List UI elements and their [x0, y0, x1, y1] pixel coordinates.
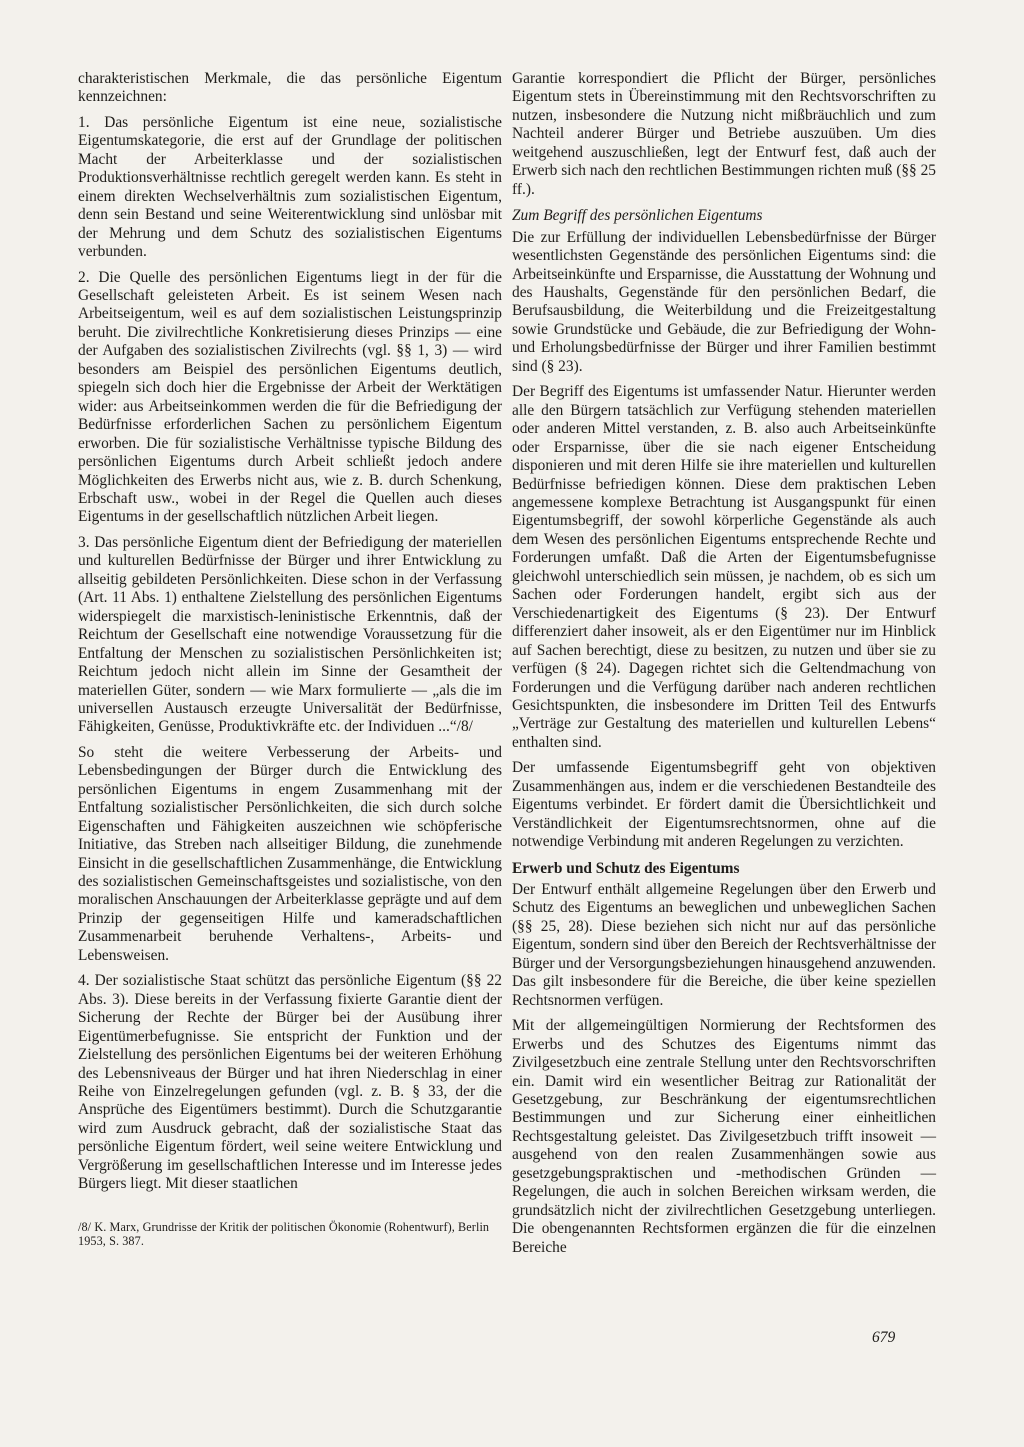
paragraph-entwurf: Der Entwurf enthält allgemeine Regelungen über den Erwerb und Schutz des Eigentums an beweglichen und unbeweglichen Sachen (§§ 25, 28). Diese beziehen sich nicht nur auf das persönliche Eigentum, sondern sind über den Bereich der Rechtsverhältnisse der Bürger und der Versorgungsbeziehungen hinausgehend anzuwenden. Das gilt insbesondere für die Bereiche, die über keine speziellen Rechtsnormen verfügen.	[512, 881, 936, 1009]
paragraph-point-1: 1. Das persönliche Eigentum ist eine neue, sozialistische Eigentumskategorie, die erst auf der Grundlage der politischen Macht der Arbeiterklasse und der sozialistischen Produktionsverhältnisse rechtlich geregelt werden kann. Es steht in einem direkten Wechselverhältnis zum sozialistischen Eigentum, denn sein Bestand und seine Weiterentwicklung sind unlösbar mit der Mehrung und dem Schutz des sozialistischen Eigentums verbunden.	[78, 113, 502, 261]
paragraph-umfassend: Der umfassende Eigentumsbegriff geht von objektiven Zusammenhängen aus, indem er die verschiedenen Bestandteile des Eigentums verbindet. Er fördert damit die Übersichtlichkeit und Verständlichkeit der Eigentumsrechtsnormen, ohne auf die notwendige Verbindung mit anderen Regelungen zu verzichten.	[512, 759, 936, 851]
paragraph-so-steht: So steht die weitere Verbesserung der Arbeits- und Lebensbedingungen der Bürger durch die Entwicklung des persönlichen Eigentums in engem Zusammenhang mit der Entfaltung sozialistischer Persönlichkeiten, die sich durch solche Eigenschaften und Fähigkeiten auszeichnen wie schöpferische Initiative, das Streben nach allseitiger Bildung, die zunehmende Einsicht in die gesellschaftlichen Zusammenhänge, die Entwicklung des sozialistischen Gemeinschaftsgeistes und sozialistische, von den moralischen Anschauungen der Arbeiterklasse geprägte und auf dem Prinzip der gegenseitigen Hilfe und kameradschaftlichen Zusammenarbeit beruhende Verhaltens-, Arbeits- und Lebensweisen.	[78, 743, 502, 964]
paragraph-begriff: Der Begriff des Eigentums ist umfassender Natur. Hierunter werden alle den Bürgern tatsächlich zur Verfügung stehenden materiellen oder anderen Mittel verstanden, z. B. also auch Arbeitseinkünfte oder Ersparnisse, über die sie nach eigener Entscheidung disponieren und mit deren Hilfe sie ihre materiellen und kulturellen Bedürfnisse befriedigen können. Diese dem praktischen Leben angemessene komplexe Betrachtung ist Ausgangspunkt für einen Eigentumsbegriff, der sowohl körperliche Gegenstände als auch dem Wesen des persönlichen Eigentums entsprechende Rechte und Forderungen umfaßt. Daß die Arten der Eigentumsbefugnisse gleichwohl unterschiedlich sein müssen, je nachdem, ob es sich um Sachen oder Forderungen handelt, ergibt sich aus der Verschiedenartigkeit des Eigentums (§ 23). Der Entwurf differenziert daher insoweit, als er den Eigentümer nur im Hinblick auf Sachen berechtigt, diese zu besitzen, zu nutzen und über sie zu verfügen (§ 24). Dagegen richtet sich die Geltendmachung von Forderungen und die Verfügung darüber nach anderen rechtlichen Gesichtspunkten, die insbesondere im Dritten Teil des Entwurfs „Verträge zur Gestaltung des materiellen und kulturellen Lebens“ enthalten sind.	[512, 383, 936, 751]
section-heading-erwerb: Erwerb und Schutz des Eigentums	[512, 859, 740, 877]
paragraph-garantie: Garantie korrespondiert die Pflicht der Bürger, persönliches Eigentum stets in Übereinstimmung mit den Rechtsvorschriften zu nutzen, insbesondere die Nutzung nicht mißbräuchlich und zum Nachteil anderer Bürger und Betriebe auszuüben. Um dies weitgehend auszuschließen, legt der Entwurf fest, daß auch der Erwerb sich nach den rechtlichen Bestimmungen richten muß (§§ 25 ff.).	[512, 70, 936, 198]
paragraph-normierung: Mit der allgemeingültigen Normierung der Rechtsformen des Erwerbs und des Schutzes des Eigentums nimmt das Zivilgesetzbuch eine zentrale Stellung unter den Rechtsvorschriften ein. Damit wird ein wesentlicher Beitrag zur Rationalität der Gesetzgebung, zur Beschränkung der eigentumsrechtlichen Bestimmungen und zur Sicherung einer einheitlichen Rechtsgestaltung geleistet. Das Zivilgesetzbuch trifft insoweit — ausgehend von den realen Zusammenhängen sowie aus gesetzgebungspraktischen und -methodischen Gründen — Regelungen, die auch in solchen Bereichen wirksam werden, die grundsätzlich nicht der zivilrechtlichen Gesetzgebung unterliegen. Die obengenannten Rechtsformen ergänzen die für die einzelnen Bereiche	[512, 1017, 936, 1256]
paragraph-point-2: 2. Die Quelle des persönlichen Eigentums liegt in der für die Gesellschaft geleisteten Arbeit. Es ist seinem Wesen nach Arbeitseigentum, weil es auf dem sozialistischen Leistungsprinzip beruht. Die zivilrechtliche Konkretisierung dieses Prinzips — eine der Aufgaben des sozialistischen Zivilrechts (vgl. §§ 1, 3) — wird besonders am Beispiel des persönlichen Eigentums deutlich, spiegeln sich doch hier die Ergebnisse der Arbeit der Werktätigen wider: aus Arbeitseinkommen werden die für die Befriedigung der Bedürfnisse erforderlichen Sachen zu persönlichem Eigentum erworben. Die für sozialistische Verhältnisse typische Bildung des persönlichen Eigentums durch Arbeit schließt jedoch andere Möglichkeiten des Erwerbs nicht aus, wie z. B. durch Schenkung, Erbschaft usw., wobei in der Regel die Quellen auch dieses Eigentums in der gesellschaftlich nützlichen Arbeit liegen.	[78, 268, 502, 526]
footnote: /8/ K. Marx, Grundrisse der Kritik der politischen Ökonomie (Rohentwurf), Berlin 1953, S. 387.	[78, 1219, 490, 1249]
right-column	[512, 70, 936, 1264]
page-number: 679	[872, 1329, 896, 1346]
left-column	[78, 70, 502, 1249]
paragraph-gegenstaende: Die zur Erfüllung der individuellen Lebensbedürfnisse der Bürger wesentlichsten Gegenstände des persönlichen Eigentums sind: die Arbeitseinkünfte und Ersparnisse, die Ausstattung der Wohnung und des Haushalts, Gegenstände für den persönlichen Bedarf, die Berufsausbildung, die Weiterbildung und die Freizeitgestaltung sowie Grundstücke und Gebäude, die zur Befriedigung der Wohn- und Erholungsbedürfnisse der Bürger und ihrer Familien bestimmt sind (§ 23).	[512, 228, 936, 375]
section-heading-begriff: Zum Begriff des persönlichen Eigentums	[512, 207, 763, 225]
paragraph-lead: charakteristischen Merkmale, die das persönliche Eigentum kennzeichnen:	[78, 70, 502, 106]
paragraph-point-3: 3. Das persönliche Eigentum dient der Befriedigung der materiellen und kulturellen Bedürfnisse der Bürger und ihrer Entwicklung zu allseitig gebildeten Persönlichkeiten. Diese schon in der Verfassung (Art. 11 Abs. 1) enthaltene Zielstellung des persönlichen Eigentums widerspiegelt die marxistisch-leninistische Erkenntnis, daß der Reichtum der Gesellschaft eine notwendige Voraussetzung für die Entfaltung der Menschen zu sozialistischen Persönlichkeiten ist; Reichtum jedoch nicht allein im Sinne der Gesamtheit der materiellen Güter, sondern — wie Marx formulierte — „als die im universellen Austausch erzeugte Universalität der Bedürfnisse, Fähigkeiten, Genüsse, Produktivkräfte etc. der Individuen ...“/8/	[78, 533, 502, 736]
paragraph-point-4: 4. Der sozialistische Staat schützt das persönliche Eigentum (§§ 22 Abs. 3). Diese bereits in der Verfassung fixierte Garantie dient der Sicherung der Rechte der Bürger bei der Ausübung ihrer Eigentümerbefugnisse. Sie entspricht der Funktion und der Zielstellung des persönlichen Eigentums bei der weiteren Erhöhung des Lebensniveaus der Bürger und hat ihren Niederschlag in einer Reihe von Einzelregelungen gefunden (vgl. z. B. § 33, der die Ansprüche des Eigentümers bestimmt). Durch die Schutzgarantie wird zum Ausdruck gebracht, daß der sozialistische Staat das persönliche Eigentum fördert, weil seine weitere Entwicklung und Vergrößerung im gesellschaftlichen Interesse und im Interesse jedes Bürgers liegt. Mit dieser staatlichen	[78, 972, 502, 1193]
